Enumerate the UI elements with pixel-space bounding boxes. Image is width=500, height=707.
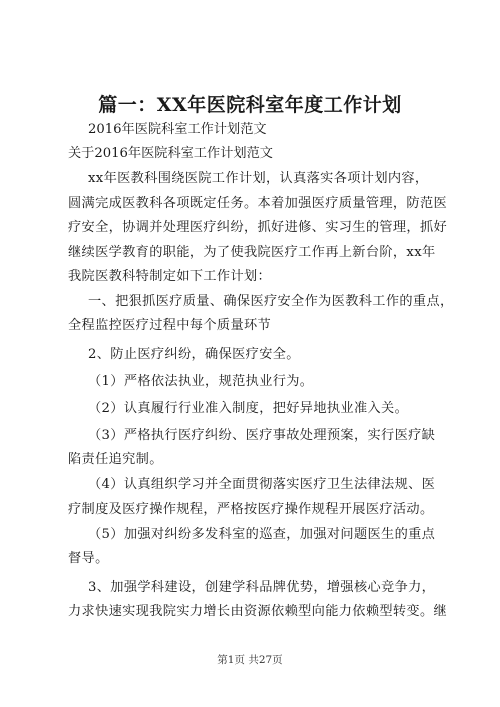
paragraph-line-8: 2、防止医疗纠纷，确保医疗安全。	[88, 347, 300, 362]
paragraph-line-7: 全程监控医疗过程中每个质量环节	[68, 318, 272, 333]
page-footer: 第1页 共27页	[217, 654, 283, 666]
paragraph-line-6: 一、把狠抓医疗质量、确保医疗安全作为医教科工作的重点，	[88, 294, 454, 309]
paragraph-line-13: （4）认真组织学习并全面贯彻落实医疗卫生法律法规、医	[88, 477, 436, 492]
paragraph-line-12: 陷责任追究制。	[68, 452, 163, 467]
paragraph-line-11: （3）严格执行医疗纠纷、医疗事故处理预案，实行医疗缺	[88, 428, 436, 443]
paragraph-line-16: 督导。	[68, 551, 109, 566]
paragraph-line-2: 圆满完成医教科各项既定任务。本着加强医疗质量管理，防范医	[68, 196, 448, 211]
paragraph-line-3: 疗安全，协调并处理医疗纠纷，抓好进修、实习生的管理，抓好	[68, 220, 448, 235]
paragraph-line-1: xx年医教科围绕医院工作计划，认真落实各项计划内容，	[88, 171, 429, 186]
paragraph-line-10: （2）认真履行行业准入制度，把好异地执业准入关。	[88, 401, 409, 416]
subtitle-line-1: 2016年医院科室工作计划范文	[88, 122, 267, 137]
paragraph-line-14: 疗制度及医疗操作规程，严格按医疗操作规程开展医疗活动。	[68, 502, 434, 517]
subtitle-line-2: 关于2016年医院科室工作计划范文	[68, 146, 273, 161]
paragraph-line-5: 我院医教科特制定如下工作计划：	[68, 269, 272, 284]
document-title: 篇一：XX年医院科室年度工作计划	[98, 94, 402, 116]
paragraph-line-17: 3、加强学科建设，创建学科品牌优势，增强核心竞争力，	[88, 580, 436, 595]
paragraph-line-9: （1）严格依法执业，规范执业行为。	[88, 374, 314, 389]
paragraph-line-18: 力求快速实现我院实力增长由资源依赖型向能力依赖型转变。继	[68, 604, 448, 619]
paragraph-line-15: （5）加强对纠纷多发科室的巡查，加强对问题医生的重点	[88, 527, 436, 542]
paragraph-line-4: 继续医学教育的职能，为了使我院医疗工作再上新台阶，xx年	[68, 245, 436, 260]
